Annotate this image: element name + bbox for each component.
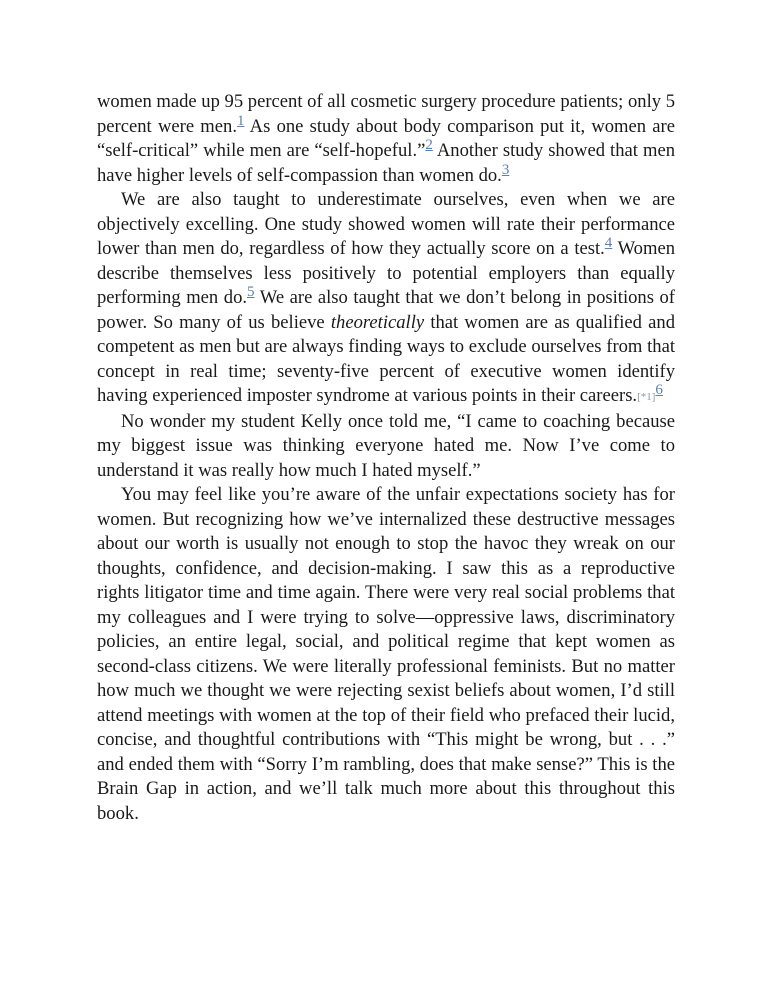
footnote-link-1[interactable]: 1 [236,112,245,129]
paragraph-3 [97,410,675,484]
footnote-ref[interactable] [655,382,663,398]
text-run: Another study showed that men have higher levels of self-compassion than women do. [97,140,675,186]
footnote-link-3[interactable]: 3 [501,161,510,178]
note-link[interactable]: [*1] [637,391,656,403]
text-run: We are also taught that we don’t belong in positions of power. So many of us believe [97,287,675,333]
emphasis-text: theoretically [330,311,425,333]
paragraph-1 [97,90,675,188]
footnote-link-4[interactable]: 4 [604,235,613,251]
text-run: No wonder my student Kelly once told me, “I came to coaching because my biggest issue was thinking everyone hated me. Now I’ve come to understand it was really how much I hated myself.” [97,410,675,481]
text-run: women made up 95 percent of all cosmetic surgery procedure patients; only 5 percent were men. [97,91,675,137]
footnote-link-5[interactable]: 5 [247,284,255,300]
footnote-ref[interactable] [425,137,433,153]
text-run: Women describe themselves less positively to potential employers than equally performing men do. [97,238,675,308]
page-body [97,90,675,826]
text-run: You may feel like you’re aware of the unfair expectations society has for women. But recognizing how we’ve internalized these destructive messages about our worth is usually not enough to stop the havoc they wreak on our thoughts, confidence, and decision-making. I saw this as a reproductive rights litigator time and time again. There were very real social problems that my colleagues and I were trying to solve—oppressive laws, discriminatory policies, an entire legal, social, and political regime that kept women as second-class citizens. We were literally professional feminists. But no matter how much we thought we were rejecting sexist beliefs about women, I’d still attend meetings with women at the top of their field who prefaced their lucid, concise, and thoughtful contributions with “This might be wrong, but . . .” and ended them with “Sorry I’m rambling, does that make sense?” This is the Brain Gap in action, and we’ll talk much more about this throughout this book. [97,484,675,824]
footnote-ref[interactable] [502,162,510,178]
paragraph-4 [97,483,675,826]
text-run: that women are as qualified and competent as men but are always finding ways to exclude ourselves from that concept in real time; seventy-five percent of executive women identify having experienced imposter syndrome at various points in their careers. [97,311,675,406]
paragraph-2 [97,188,675,410]
text-run: We are also taught to underestimate ourselves, even when we are objectively excelling. One study showed women will rate their performance lower than men do, regardless of how they actually score on a test. [97,189,675,259]
footnote-link-6[interactable]: 6 [655,382,663,398]
footnote-link-2[interactable]: 2 [425,137,433,153]
text-run: As one study about body comparison put it, women are “self-critical” while men are “self-hopeful.” [97,115,675,161]
footnote-ref[interactable] [247,284,255,300]
